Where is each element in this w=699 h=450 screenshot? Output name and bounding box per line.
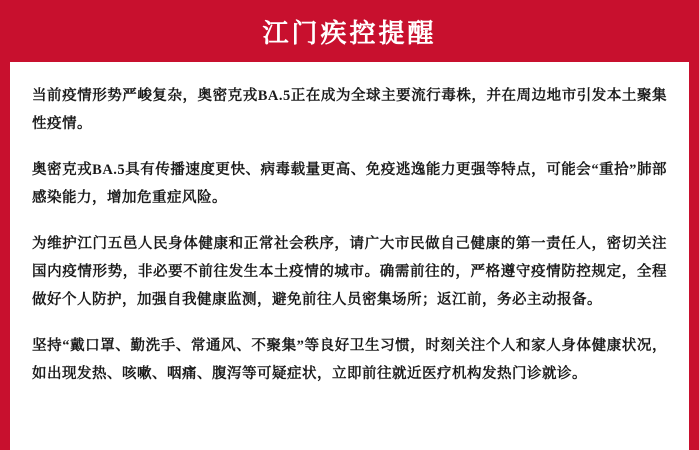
left-accent-bar bbox=[0, 0, 10, 450]
right-accent-bar bbox=[689, 0, 699, 450]
paragraph: 奥密克戎BA.5具有传播速度更快、病毒载量更高、免疫逃逸能力更强等特点，可能会“重拾”肺部感染能力，增加危重症风险。 bbox=[32, 162, 667, 206]
notice-header bbox=[10, 0, 689, 62]
paragraph: 当前疫情形势严峻复杂，奥密克戎BA.5正在成为全球主要流行毒株，并在周边地市引发本土聚集性疫情。 bbox=[32, 88, 667, 132]
paragraph: 为维护江门五邑人民身体健康和正常社会秩序，请广大市民做自己健康的第一责任人，密切关注国内疫情形势，非必要不前往发生本土疫情的城市。确需前往的，严格遵守疫情防控规定，全程做好个人防护，加强自我健康监测，避免前往人员密集场所；返江前，务必主动报备。 bbox=[32, 236, 667, 308]
page-title: 江门疾控提醒 bbox=[262, 18, 437, 48]
notice-content bbox=[10, 0, 689, 450]
paragraph: 坚持“戴口罩、勤洗手、常通风、不聚集”等良好卫生习惯，时刻关注个人和家人身体健康状况，如出现发热、咳嗽、咽痛、腹泻等可疑症状，立即前往就近医疗机构发热门诊就诊。 bbox=[32, 338, 667, 382]
notice-body bbox=[10, 62, 689, 398]
